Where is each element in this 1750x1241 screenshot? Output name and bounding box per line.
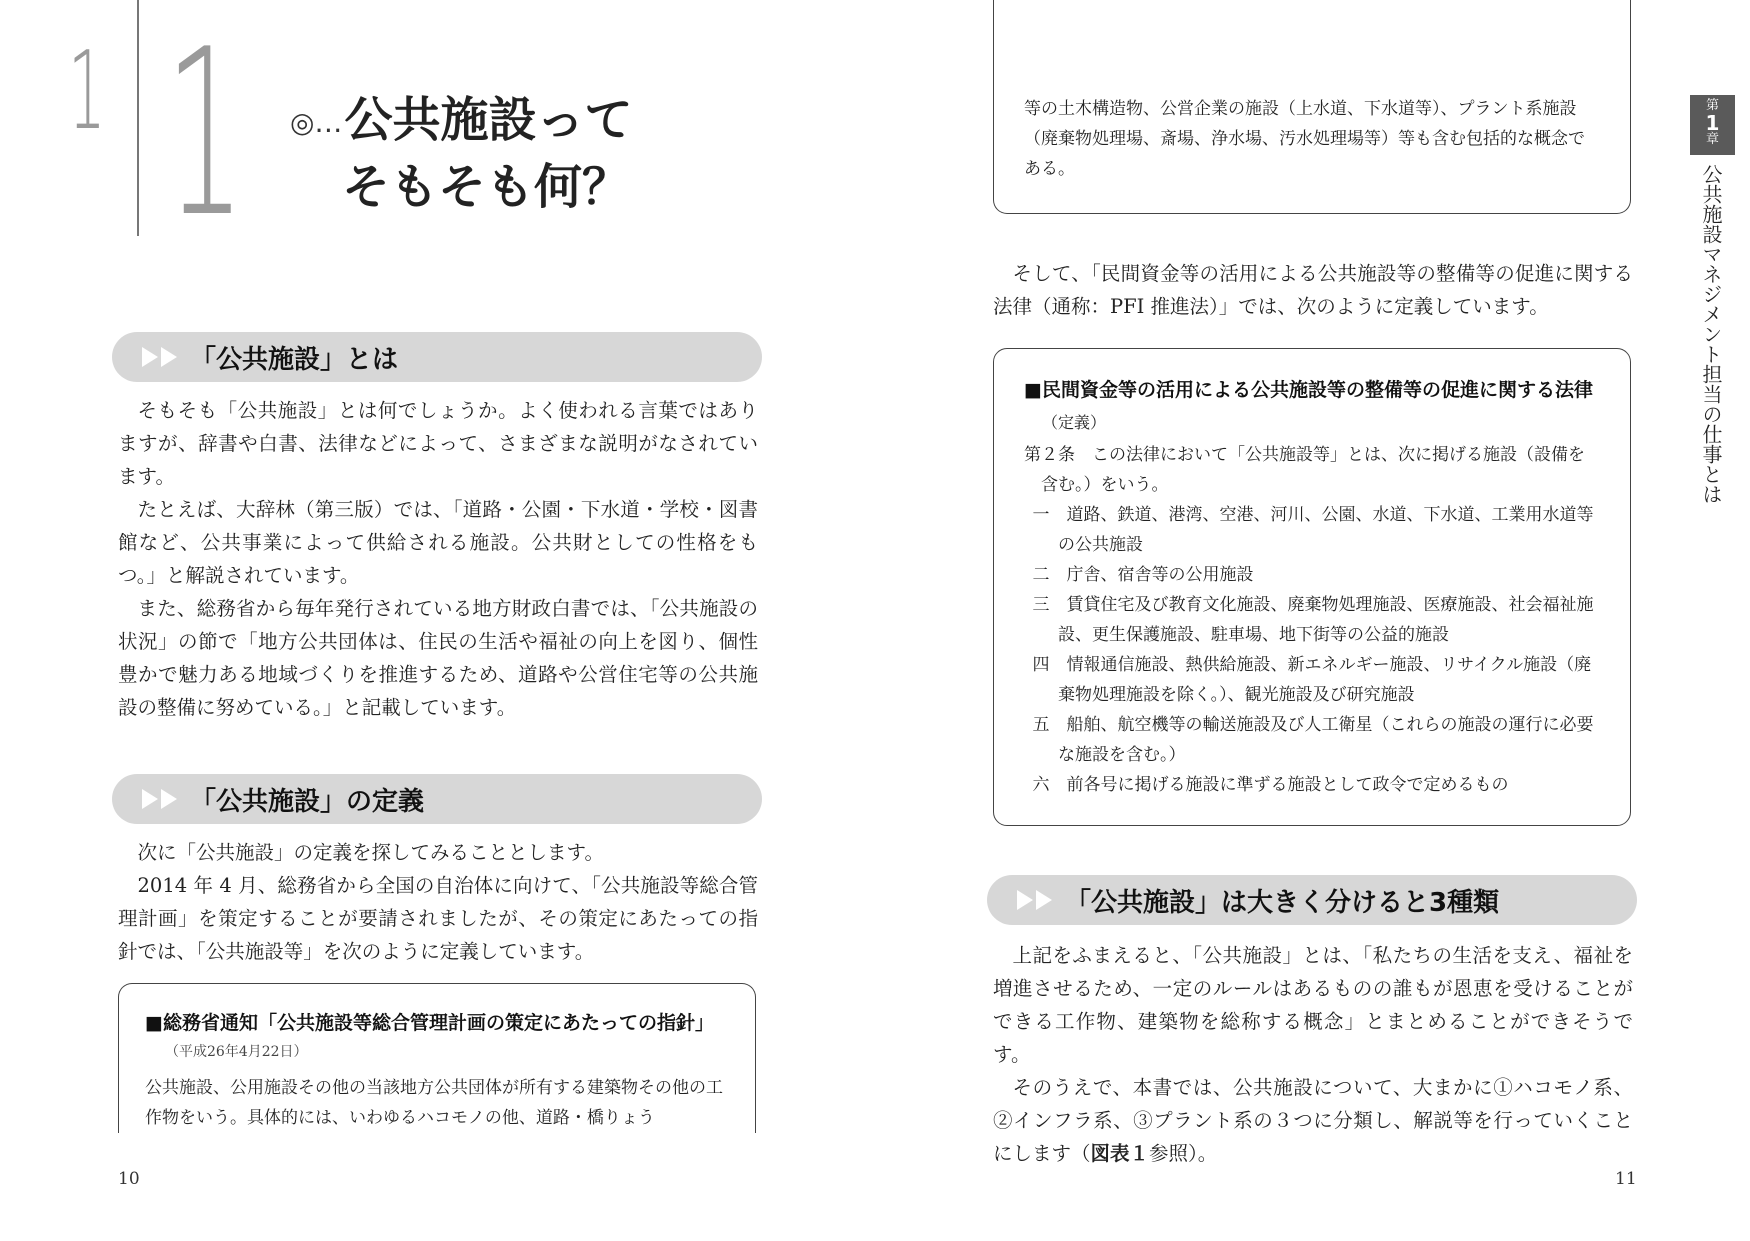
section-heading-what-is: [112, 332, 762, 382]
law-item: 一 道路、鉄道、港湾、空港、河川、公園、水道、下水道、工業用水道等の公共施設: [1032, 505, 1594, 555]
law-article: 第２条 この法律において「公共施設等」とは、次に掲げる施設（設備を含む。）をいう。: [1024, 445, 1585, 495]
definition-paragraphs: [118, 836, 758, 968]
law-title: ■民間資金等の活用による公共施設等の整備等の促進に関する法律: [1024, 379, 1593, 401]
law-item: 四 情報通信施設、熱供給施設、新エネルギー施設、リサイクル施設（廃棄物処理施設を除く。）、観光施設及び研究施設: [1032, 655, 1592, 705]
paragraph: そもそも「公共施設」とは何でしょうか。よく使われる言葉ではありますが、辞書や白書、法律などによって、さまざまな説明がなされています。: [118, 399, 758, 488]
heading-text: 「公共施設」の定義: [190, 786, 425, 817]
three-types-paragraphs: [993, 939, 1633, 1170]
chapter-tab-number: 1: [1705, 111, 1720, 135]
box-text: 公共施設、公用施設その他の当該地方公共団体が所有する建築物その他の工作物をいう。具体的には、いわゆるハコモノの他、道路・橋りょう: [145, 1078, 723, 1128]
paragraph: 上記をふまえると、「公共施設」とは、「私たちの生活を支え、福祉を増進させるため、一定のルールはあるものの誰もが恩恵を受けることができる工作物、建築物を総称する概念」とまとめることができそうです。: [993, 944, 1633, 1066]
chapter-title-vertical: 公共施設マネジメント担当の仕事とは: [1699, 164, 1723, 504]
box-title: ■総務省通知「公共施設等総合管理計画の策定にあたっての指針」: [145, 1012, 714, 1034]
law-item: 五 船舶、航空機等の輸送施設及び人工衛星（これらの施設の運行に必要な施設を含む。）: [1032, 715, 1594, 765]
page-title: [290, 88, 632, 219]
intro-paragraphs: [118, 394, 758, 724]
section-heading-three-types: [987, 875, 1637, 925]
heading-text: 「公共施設」は大きく分けると3種類: [1065, 887, 1500, 918]
title-lead-mark: ◎…: [290, 106, 343, 139]
paragraph: [993, 1071, 1633, 1170]
law-item: 二 庁舎、宿舎等の公用施設: [1032, 565, 1254, 585]
mic-notice-box: [118, 983, 756, 1133]
chapter-tab: [1690, 95, 1735, 155]
paragraph: また、総務省から毎年発行されている地方財政白書では、「公共施設の状況」の節で「地方公共団体は、住民の生活や福祉の向上を図り、個性豊かで魅力ある地域づくりを推進するため、道路や公営住宅等の公共施設の整備に努めている。」と記載しています。: [118, 597, 758, 719]
double-arrow-icon: [142, 789, 180, 809]
law-item: 六 前各号に掲げる施設に準ずる施設として政令で定めるもの: [1032, 775, 1509, 795]
law-item: 三 賃貸住宅及び教育文化施設、廃棄物処理施設、医療施設、社会福祉施設、更生保護施設、駐車場、地下街等の公益的施設: [1032, 595, 1594, 645]
figure-reference: 図表１: [1090, 1142, 1150, 1165]
double-arrow-icon: [1017, 890, 1055, 910]
paragraph: 2014 年 4 月、総務省から全国の自治体に向けて、「公共施設等総合管理計画」を策定することが要請されましたが、その策定にあたっての指針では、「公共施設等」を次のように定義しています。: [118, 874, 758, 963]
heading-text: 「公共施設」とは: [190, 344, 399, 375]
box-text: 等の土木構造物、公営企業の施設（上水道、下水道等）、プラント系施設（廃棄物処理場、斎場、浄水場、汚水処理場等）等も含む包括的な概念である。: [1024, 99, 1585, 179]
paragraph: 次に「公共施設」の定義を探してみることとします。: [137, 841, 604, 864]
section-number-large: 1: [165, 1, 246, 268]
title-line-2: そもそも何？: [342, 159, 631, 215]
section-heading-definition: [112, 774, 762, 824]
paragraph-text: そのうえで、本書では、公共施設について、大まかに①ハコモノ系、②インフラ系、③プラント系の３つに分類し、解説等を行っていくことにします（: [993, 1076, 1633, 1165]
section-number-small: 1: [68, 29, 106, 154]
page-number: 11: [1615, 1169, 1637, 1189]
paragraph: たとえば、大辞林（第三版）では、「道路・公園・下水道・学校・図書館など、公共事業によって供給される施設。公共財としての性格をもつ。」と解説されています。: [118, 498, 758, 587]
title-line-1: 公共施設って: [344, 92, 633, 148]
law-subtitle: （定義）: [1042, 413, 1107, 432]
pfi-intro-paragraph: [993, 257, 1633, 323]
box-date: （平成26年4月22日）: [165, 1044, 308, 1060]
paragraph-end: 参照）。: [1149, 1142, 1218, 1165]
chapter-tab-suffix: 章: [1705, 132, 1719, 147]
pfi-law-box: [993, 348, 1631, 826]
double-arrow-icon: [142, 347, 180, 367]
page-number: 10: [118, 1169, 140, 1189]
chapter-tab-prefix: 第: [1705, 98, 1719, 113]
right-page: [875, 0, 1750, 1241]
section-divider: [137, 0, 139, 236]
paragraph: そして、「民間資金等の活用による公共施設等の整備等の促進に関する法律（通称：PFI 推進法）」では、次のように定義しています。: [993, 262, 1633, 318]
mic-notice-box-continued: [993, 0, 1631, 214]
